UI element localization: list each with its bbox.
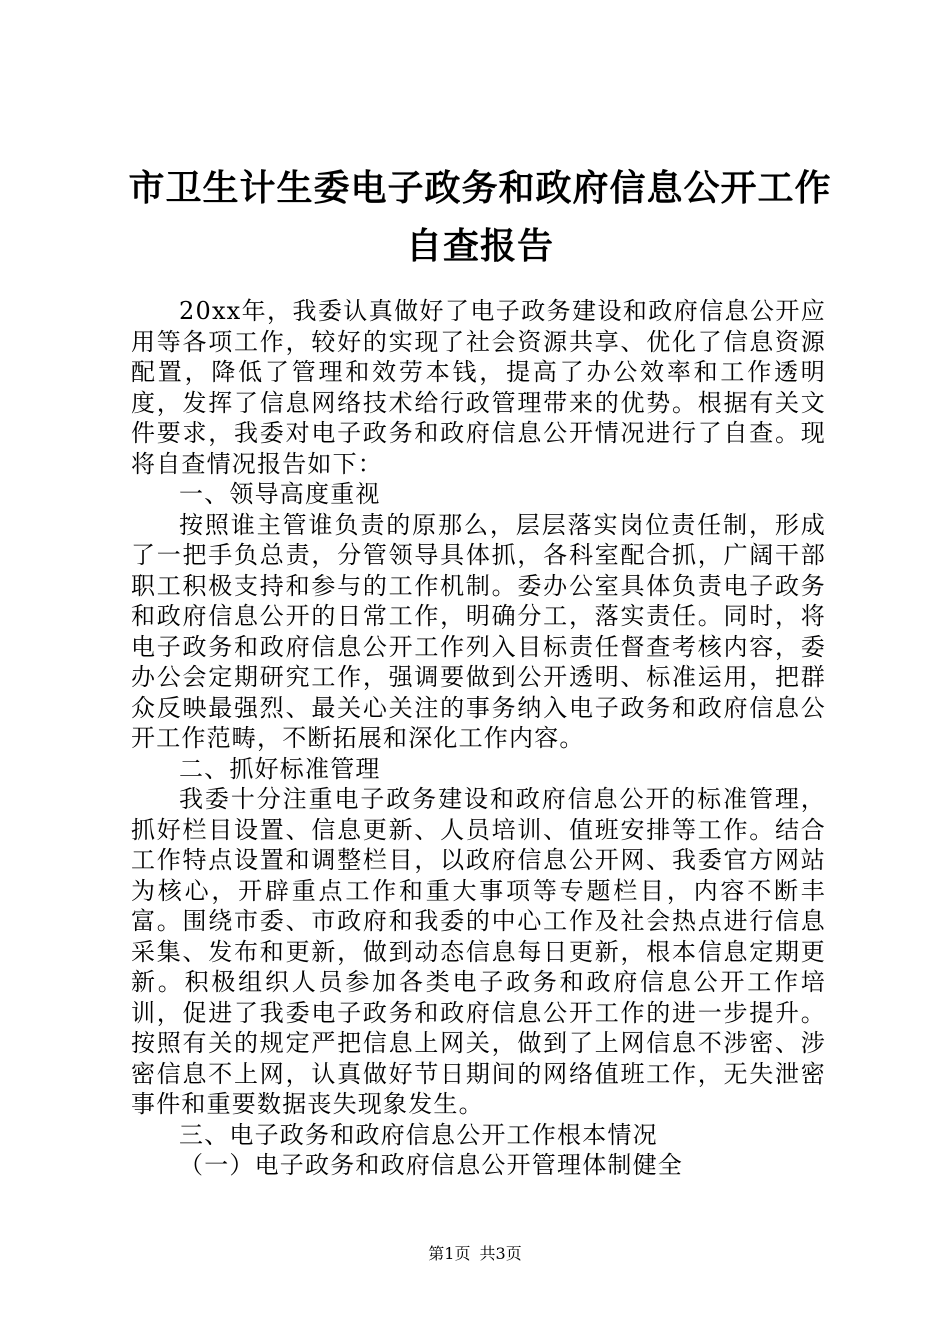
section-heading-2: 二、抓好标准管理: [179, 754, 381, 783]
paragraph-intro: 20xx年，我委认真做好了电子政务建设和政府信息公开应用等各项工作，较好的实现了社会资源共享、优化了信息资源配置，降低了管理和效劳本钱，提高了办公效率和工作透明度，发挥了信息网络技术给行政管理带来的优势。根据有关文件要求，我委对电子政务和政府信息公开情况进行了自查。现将自查情况报告如下：: [131, 297, 826, 478]
document-title: 市卫生计生委电子政务和政府信息公开工作自查报告: [128, 168, 832, 267]
section-heading-1: 一、领导高度重视: [179, 480, 381, 508]
section-heading-3: 三、电子政务和政府信息公开工作根本情况: [179, 1120, 658, 1149]
document-body: [131, 296, 826, 1181]
page-footer: [0, 1244, 950, 1264]
page-total: 共3页: [479, 1244, 522, 1263]
page-number: 第1页: [428, 1244, 471, 1263]
paragraph-section-1: 按照谁主管谁负责的原那么，层层落实岗位责任制，形成了一把手负总责，分管领导具体抓，各科室配合抓，广阔干部职工积极支持和参与的工作机制。委办公室具体负责电子政务和政府信息公开的日常工作，明确分工，落实责任。同时，将电子政务和政府信息公开工作列入目标责任督查考核内容，委办公会定期研究工作，强调要做到公开透明、标准运用，把群众反映最强烈、最关心关注的事务纳入电子政务和政府信息公开工作范畴，不断拓展和深化工作内容。: [131, 510, 826, 752]
paragraph-section-2: 我委十分注重电子政务建设和政府信息公开的标准管理，抓好栏目设置、信息更新、人员培训、值班安排等工作。结合工作特点设置和调整栏目，以政府信息公开网、我委官方网站为核心，开辟重点工作和重大事项等专题栏目，内容不断丰富。围绕市委、市政府和我委的中心工作及社会热点进行信息采集、发布和更新，做到动态信息每日更新，根本信息定期更新。积极组织人员参加各类电子政务和政府信息公开工作培训，促进了我委电子政务和政府信息公开工作的进一步提升。按照有关的规定严把信息上网关，做到了上网信息不涉密、涉密信息不上网，认真做好节日期间的网络值班工作，无失泄密事件和重要数据丧失现象发生。: [131, 785, 826, 1118]
subsection-heading-3-1: （一）电子政务和政府信息公开管理体制健全: [179, 1151, 683, 1179]
